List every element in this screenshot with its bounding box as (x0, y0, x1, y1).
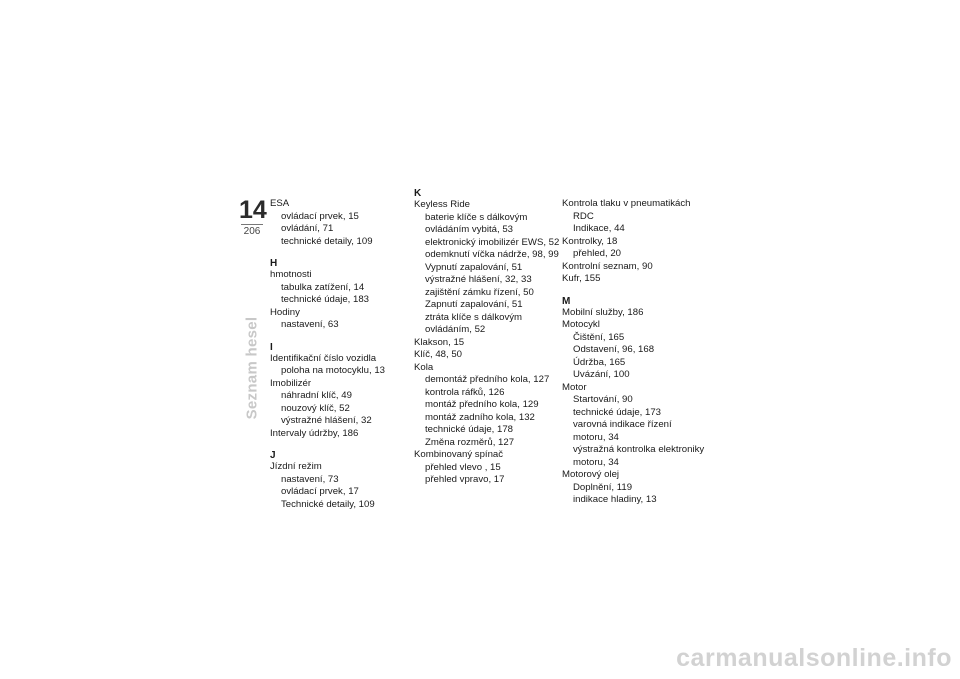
index-letter-heading: K (414, 188, 422, 199)
index-subentry: baterie klíče s dálkovým (425, 211, 528, 223)
index-subentry: Startování, 90 (573, 394, 633, 405)
index-subentry-cont: motoru, 34 (573, 456, 619, 468)
index-subentry: nastavení, 73 (281, 473, 339, 485)
index-subentry: ovládací prvek, 15 (281, 210, 359, 222)
index-entry: Motorový olej (562, 469, 620, 480)
index-entry: Motocykl (562, 319, 600, 330)
index-subentry: přehled, 20 (573, 248, 622, 259)
index-subentry: technické údaje, 173 (573, 406, 662, 418)
index-letter-heading: H (270, 258, 278, 269)
index-subentry: přehled vlevo , 15 (425, 461, 501, 473)
index-subentry: tabulka zatížení, 14 (281, 281, 365, 293)
index-letter-heading: M (562, 295, 571, 307)
index-subentry: náhradní klíč, 49 (281, 390, 352, 401)
index-subentry-cont: motoru, 34 (573, 431, 619, 443)
index-subentry: varovná indikace řízení (573, 419, 672, 430)
chapter-rule (241, 224, 263, 225)
index-subentry: Uvázání, 100 (573, 369, 630, 380)
index-entry: Jízdní režim (270, 461, 322, 472)
index-subentry: technické detaily, 109 (281, 235, 373, 247)
index-subentry: montáž zadního kola, 132 (425, 411, 535, 423)
index-subentry: nouzový klíč, 52 (281, 402, 350, 414)
index-subentry: zajištění zámku řízení, 50 (425, 286, 534, 298)
index-subentry: ztráta klíče s dálkovým (425, 311, 523, 323)
index-entry: Kontrolní seznam, 90 (562, 260, 653, 272)
index-subentry: Indikace, 44 (573, 223, 625, 234)
index-subentry: Technické detaily, 109 (281, 498, 375, 510)
index-entry: Kola (414, 361, 434, 373)
index-subentry: montáž předního kola, 129 (425, 399, 539, 410)
index-entry: Intervaly údržby, 186 (270, 427, 359, 439)
index-entry: Mobilní služby, 186 (562, 306, 644, 318)
index-subentry-cont: ovládáním, 52 (425, 324, 486, 335)
index-subentry: RDC (573, 210, 594, 222)
index-letter-heading: I (270, 341, 273, 353)
index-subentry: elektronický imobilizér EWS, 52 (425, 236, 560, 248)
index-subentry: ovládání, 71 (281, 223, 334, 234)
chapter-number: 14 (239, 196, 267, 224)
index-subentry: výstražná kontrolka elektroniky (573, 444, 705, 455)
section-title: Seznam hesel (243, 316, 261, 420)
index-subentry: nastavení, 63 (281, 319, 339, 330)
index-column-1 (270, 198, 385, 511)
index-entry: Motor (562, 381, 587, 393)
index-entry: Kufr, 155 (562, 273, 601, 284)
index-entry: Hodiny (270, 306, 300, 318)
index-entry: Kontrolky, 18 (562, 235, 618, 247)
index-column-2 (414, 188, 560, 487)
index-subentry: Zapnutí zapalování, 51 (425, 299, 523, 310)
page-number: 206 (243, 226, 261, 237)
index-subentry: Čištění, 165 (573, 331, 625, 343)
index-subentry: odemknutí víčka nádrže, 98, 99 (425, 249, 559, 260)
index-subentry: technické údaje, 178 (425, 424, 514, 435)
index-subentry: ovládací prvek, 17 (281, 486, 359, 497)
index-subentry: kontrola ráfků, 126 (425, 386, 505, 398)
index-subentry: Doplnění, 119 (573, 481, 633, 493)
index-subentry: výstražné hlášení, 32, 33 (425, 274, 532, 285)
footer-watermark: carmanualsonline.info (676, 644, 952, 672)
index-entry: ESA (270, 198, 290, 209)
index-subentry: technické údaje, 183 (281, 294, 370, 305)
index-entry: Kontrola tlaku v pneumatikách (562, 198, 691, 209)
index-subentry: Změna rozměrů, 127 (425, 436, 515, 448)
index-subentry-cont: ovládáním vybitá, 53 (425, 224, 513, 235)
index-subentry: výstražné hlášení, 32 (281, 415, 372, 426)
index-subentry: přehled vpravo, 17 (425, 474, 505, 485)
index-entry: Identifikační číslo vozidla (270, 352, 377, 364)
index-entry: Kombinovaný spínač (414, 449, 504, 460)
index-entry: Keyless Ride (414, 199, 470, 210)
index-subentry: indikace hladiny, 13 (573, 494, 657, 505)
index-entry: Klíč, 48, 50 (414, 349, 462, 360)
index-entry: hmotnosti (270, 269, 312, 280)
index-entry: Klakson, 15 (414, 336, 465, 348)
index-subentry: Údržba, 165 (573, 356, 626, 368)
index-subentry: demontáž předního kola, 127 (425, 374, 550, 385)
index-column-3 (562, 198, 704, 507)
index-entry: Imobilizér (270, 377, 312, 389)
index-subentry: Odstavení, 96, 168 (573, 344, 655, 355)
index-letter-heading: J (270, 450, 276, 461)
index-subentry: poloha na motocyklu, 13 (281, 365, 385, 376)
index-subentry: Vypnutí zapalování, 51 (425, 261, 523, 273)
